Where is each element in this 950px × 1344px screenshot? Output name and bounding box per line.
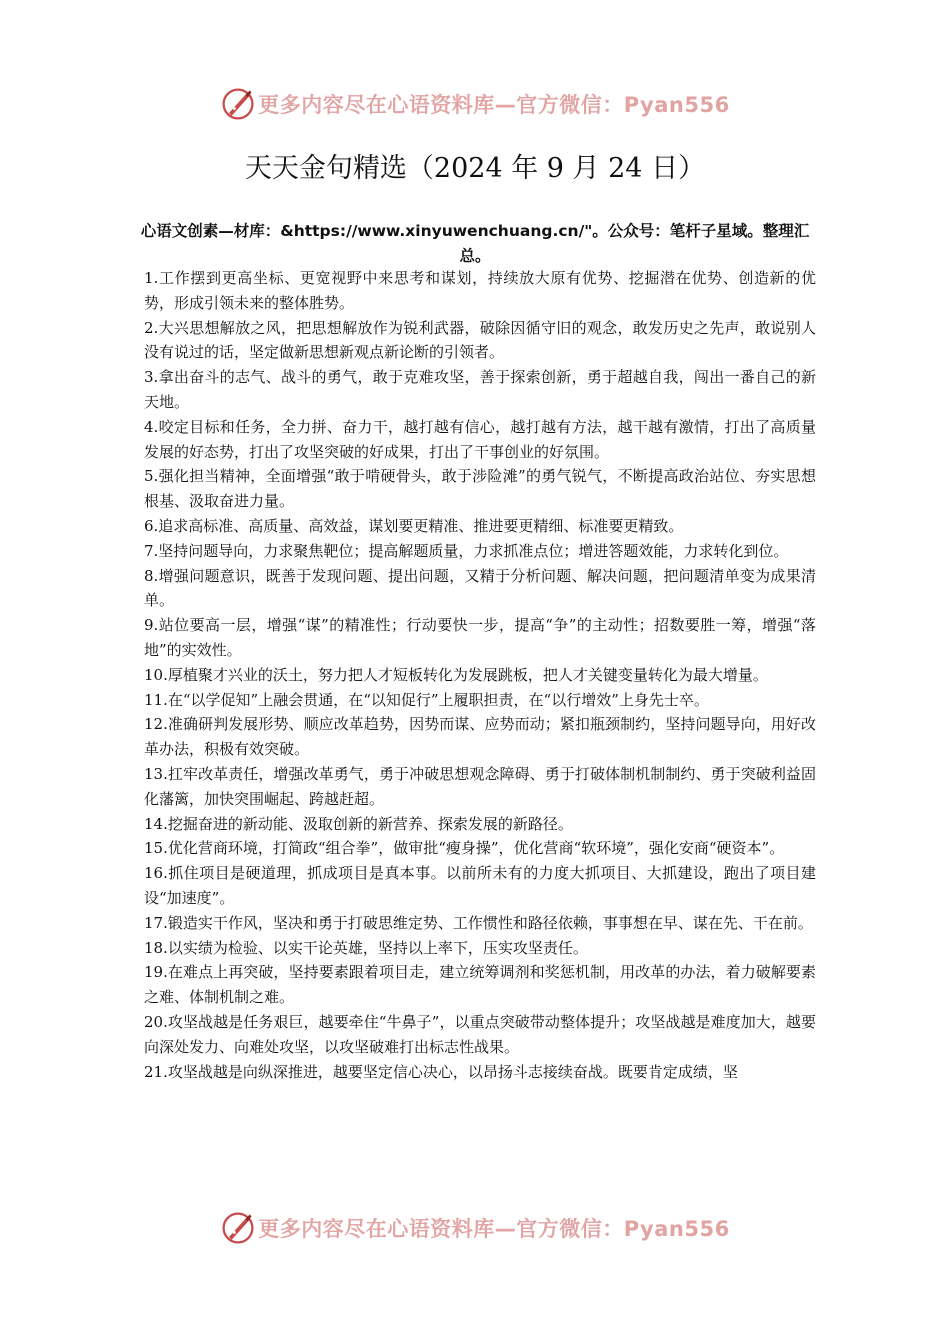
quote-item: 14.挖掘奋进的新动能、汲取创新的新营养、探索发展的新路径。: [144, 814, 573, 833]
page-title: 天天金句精选（2024 年 9 月 24 日）: [244, 153, 706, 184]
source-note: 心语文创素—材库：&https://www.xinyuwenchuang.cn/"。公众号：笔杆子星域。整理汇总。: [140, 222, 810, 265]
fountain-pen-logo-icon: [220, 86, 256, 122]
quote-item: 7.坚持问题导向，力求聚焦靶位；提高解题质量，力求抓准点位；增进答题效能，力求转化到位。: [144, 541, 789, 560]
banner-text: 更多内容尽在心语资料库—官方微信：Pyan556: [258, 93, 730, 117]
quote-item: 3.拿出奋斗的志气、战斗的勇气，敢于克难攻坚，善于探索创新，勇于超越自我，闯出一番自己的新天地。: [144, 368, 816, 411]
quote-item: 6.追求高标准、高质量、高效益，谋划要更精准、推进要更精细、标准要更精致。: [144, 516, 684, 535]
quote-item: 4.咬定目标和任务，全力拼、奋力干，越打越有信心，越打越有方法，越干越有激情，打出了高质量发展的好态势，打出了攻坚突破的好成果，打出了干事创业的好氛围。: [144, 417, 816, 461]
quote-item: 10.厚植聚才兴业的沃土，努力把人才短板转化为发展跳板，把人才关键变量转化为最大增量。: [144, 665, 768, 684]
quote-item: 12.准确研判发展形势、顺应改革趋势，因势而谋、应势而动；紧扣瓶颈制约，坚持问题导向，用好改革办法，积极有效突破。: [144, 715, 816, 759]
quote-item: 16.抓住项目是硬道理，抓成项目是真本事。以前所未有的力度大抓项目、大抓建设，跑出了项目建设“加速度”。: [144, 864, 816, 907]
bottom-banner: [0, 1208, 950, 1248]
quote-item: 20.攻坚战越是任务艰巨，越要牵住“牛鼻子”，以重点突破带动整体提升；攻坚战越是难度加大，越要向深处发力、向难处攻坚，以攻坚破难打出标志性战果。: [144, 1012, 816, 1056]
top-banner: [0, 84, 950, 124]
quote-item: 5.强化担当精神，全面增强“敢于啃硬骨头，敢于涉险滩”的勇气锐气，不断提高政治站位、夯实思想根基、汲取奋进力量。: [144, 467, 816, 511]
quote-item: 11.在“以学促知”上融会贯通，在“以知促行”上履职担责，在“以行增效”上身先士卒。: [144, 690, 709, 709]
quote-item: 2.大兴思想解放之风，把思想解放作为锐利武器，破除因循守旧的观念，敢发历史之先声，敢说别人没有说过的话，坚定做新思想新观点新论断的引领者。: [144, 318, 816, 362]
quote-item: 15.优化营商环境，打简政“组合拳”，做审批“瘦身操”，优化营商“软环境”，强化安商“硬资本”。: [144, 839, 785, 858]
quote-item: 8.增强问题意识，既善于发现问题、提出问题，又精于分析问题、解决问题，把问题清单变为成果清单。: [144, 566, 816, 610]
quote-item: 18.以实绩为检验、以实干论英雄，坚持以上率下，压实攻坚责任。: [144, 938, 588, 957]
quote-item: 17.锻造实干作风，坚决和勇于打破思维定势、工作惯性和路径依赖，事事想在早、谋在先、干在前。: [144, 913, 813, 932]
quote-list-container: [140, 262, 820, 1190]
quote-item: 1.工作摆到更高坐标、更宽视野中来思考和谋划，持续放大原有优势、挖掘潜在优势、创造新的优势，形成引领未来的整体胜势。: [144, 269, 816, 312]
quote-item: 9.站位要高一层，增强“谋”的精准性；行动要快一步，提高“争”的主动性；招数要胜一筹，增强“落地”的实效性。: [144, 616, 816, 659]
quote-item: 13.扛牢改革责任，增强改革勇气，勇于冲破思想观念障碍、勇于打破体制机制制约、勇于突破利益固化藩篱，加快突围崛起、跨越赶超。: [144, 764, 816, 808]
quote-list: [144, 266, 816, 1084]
quote-item: 19.在难点上再突破，坚持要素跟着项目走，建立统筹调剂和奖惩机制，用改革的办法，着力破解要素之难、体制机制之难。: [144, 963, 816, 1007]
fountain-pen-logo-icon: [220, 1210, 256, 1246]
quote-item: 21.攻坚战越是向纵深推进，越要坚定信心决心，以昂扬斗志接续奋战。既要肯定成绩，坚: [144, 1062, 738, 1081]
banner-text: 更多内容尽在心语资料库—官方微信：Pyan556: [258, 1217, 730, 1241]
